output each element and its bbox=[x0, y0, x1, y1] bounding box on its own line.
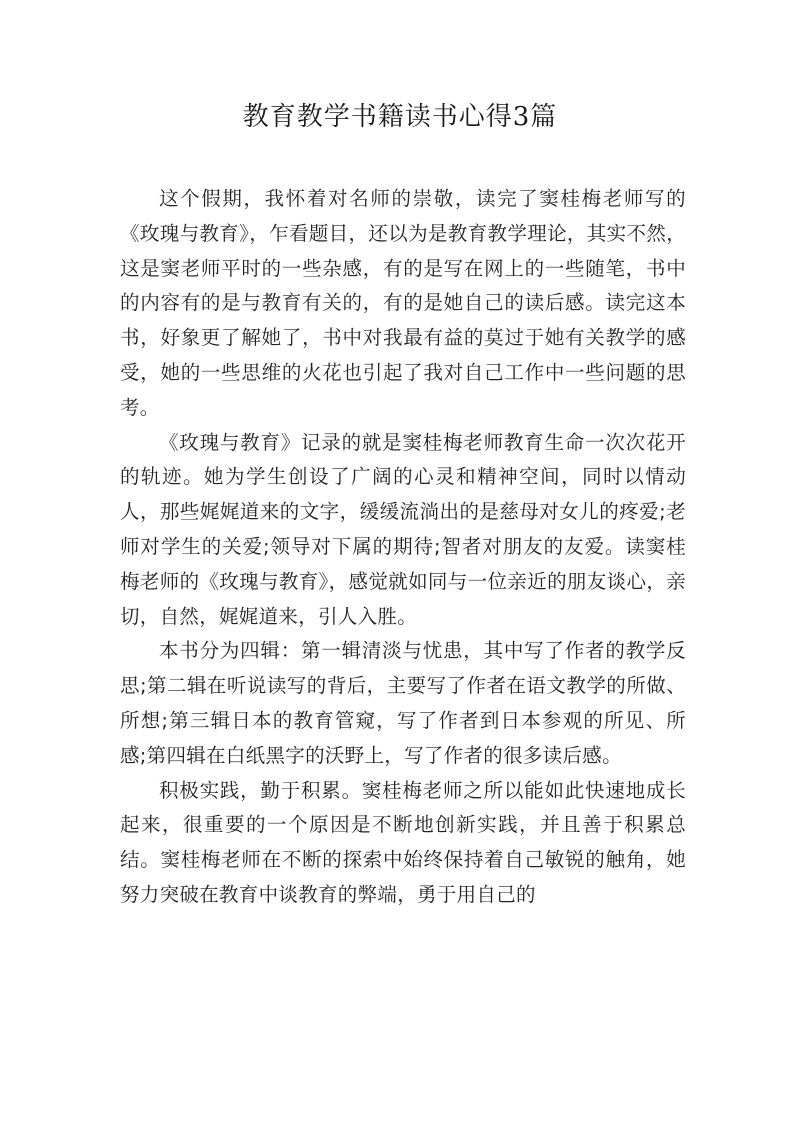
paragraph: 《玫瑰与教育》记录的就是窦桂梅老师教育生命一次次花开的轨迹。她为学生创设了广阔的心灵和精神空间，同时以情动人，那些娓娓道来的文字，缓缓流淌出的是慈母对女儿的疼爱;老师对学生的关爱;领导对下属的期待;智者对朋友的友爱。读窦桂梅老师的《玫瑰与教育》，感觉就如同与一位亲近的朋友谈心，亲切，自然，娓娓道来，引人入胜。 bbox=[120, 430, 686, 628]
paragraph: 这个假期，我怀着对名师的崇敬，读完了窦桂梅老师写的《玫瑰与教育》，乍看题目，还以为是教育教学理论，其实不然，这是窦老师平时的一些杂感，有的是写在网上的一些随笔，书中的内容有的是与教育有关的，有的是她自己的读后感。读完这本书，好象更了解她了，书中对我最有益的莫过于她有关教学的感受，她的一些思维的火花也引起了我对自己工作中一些问题的思考。 bbox=[120, 187, 686, 419]
document-title: 教育教学书籍读书心得3篇 bbox=[242, 102, 558, 132]
document-body bbox=[120, 182, 686, 913]
paragraph: 积极实践，勤于积累。窦桂梅老师之所以能如此快速地成长起来，很重要的一个原因是不断地创新实践，并且善于积累总结。窦桂梅老师在不断的探索中始终保持着自己敏锐的触角，她努力突破在教育中谈教育的弊端，勇于用自己的 bbox=[120, 778, 686, 906]
paragraph: 本书分为四辑：第一辑清淡与忧患，其中写了作者的教学反思;第二辑在听说读写的背后，主要写了作者在语文教学的所做、所想;第三辑日本的教育管窥，写了作者到日本参观的所见、所感;第四辑在白纸黑字的沃野上，写了作者的很多读后感。 bbox=[120, 639, 686, 767]
